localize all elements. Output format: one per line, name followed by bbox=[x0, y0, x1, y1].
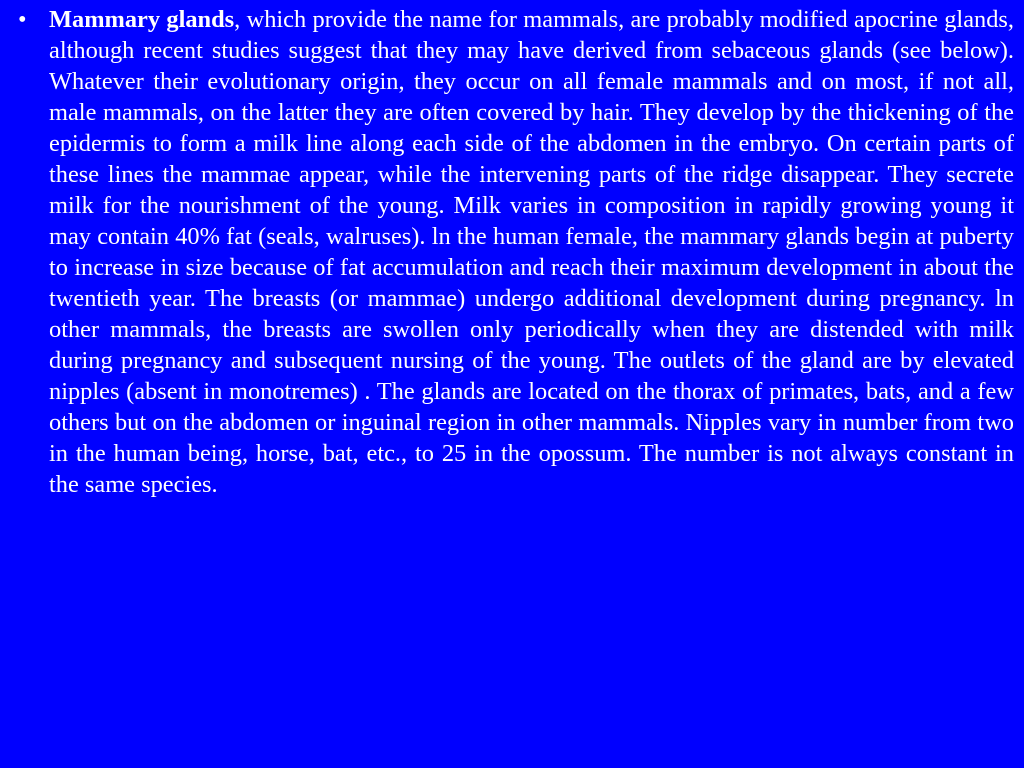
paragraph-body: , which provide the name for mammals, are probably modified apocrine glands, although recent studies suggest that they may have derived from sebaceous glands (see below). Whatever their evolutionary origin, they occur on all female mammals and on most, if not all, male mammals, on the latter they are often covered by hair. They develop by the thickening of the epidermis to form a milk line along each side of the abdomen in the embryo. On certain parts of these lines the mammae appear, while the intervening parts of the ridge disappear. They secrete milk for the nourishment of the young. Milk varies in composition in rapidly growing young it may contain 40% fat (seals, walruses). ln the human female, the mammary glands begin at puberty to increase in size because of fat accumulation and reach their maximum development in about the twentieth year. The breasts (or mammae) undergo additional development during pregnancy. ln other mammals, the breasts are swollen only periodically when they are distended with milk during pregnancy and subsequent nursing of the young. The outlets of the gland are by elevated nipples (absent in monotremes) . The glands are located on the thorax of primates, bats, and a few others but on the abdomen or inguinal region in other mammals. Nipples vary in number from two in the human being, horse, bat, etc., to 25 in the opossum. The number is not always constant in the same species. bbox=[49, 6, 1014, 498]
bullet-item bbox=[18, 4, 1014, 500]
bold-term: Mammary glands bbox=[49, 6, 235, 33]
bullet-marker: • bbox=[18, 6, 27, 33]
bullet-paragraph bbox=[49, 4, 1014, 500]
slide-content bbox=[18, 4, 1014, 500]
